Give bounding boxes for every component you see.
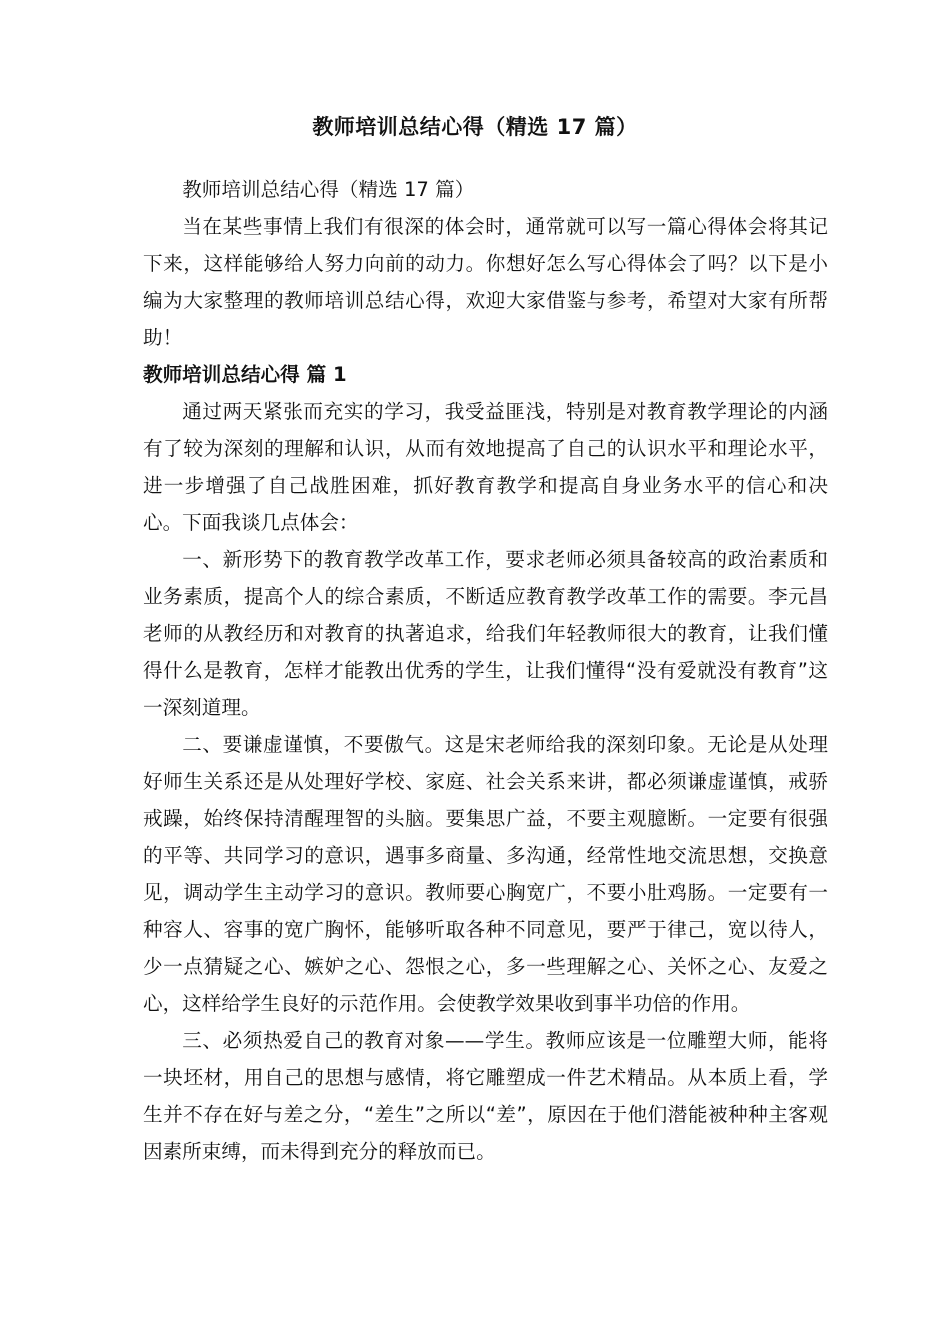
body-paragraph: 三、必须热爱自己的教育对象——学生。教师应该是一位雕塑大师，能将一块坯材，用自己的思想与感情，将它雕塑成一件艺术精品。从本质上看，学生并不存在好与差之分，“差生”之所以“差”，原因在于他们潜能被种种主客观因素所束缚，而未得到充分的释放而已。: [143, 1029, 828, 1163]
body-paragraph: 一、新形势下的教育教学改革工作，要求老师必须具备较高的政治素质和业务素质，提高个人的综合素质，不断适应教育教学改革工作的需要。李元昌老师的从教经历和对教育的执著追求，给我们年轻教师很大的教育，让我们懂得什么是教育，怎样才能教出优秀的学生，让我们懂得“没有爱就没有教育”这一深刻道理。: [143, 548, 828, 719]
subtitle-paragraph: 教师培训总结心得（精选 17 篇）: [182, 178, 475, 201]
body-paragraph: 通过两天紧张而充实的学习，我受益匪浅，特别是对教育教学理论的内涵有了较为深刻的理解和认识，从而有效地提高了自己的认识水平和理论水平，进一步增强了自己战胜困难，抓好教育教学和提高自身业务水平的信心和决心。下面我谈几点体会：: [143, 400, 828, 534]
section-heading: 教师培训总结心得 篇 1: [143, 363, 347, 386]
intro-paragraph: 当在某些事情上我们有很深的体会时，通常就可以写一篇心得体会将其记下来，这样能够给人努力向前的动力。你想好怎么写心得体会了吗？以下是小编为大家整理的教师培训总结心得，欢迎大家借鉴与参考，希望对大家有所帮助！: [143, 215, 828, 349]
body-paragraph: 二、要谦虚谨慎，不要傲气。这是宋老师给我的深刻印象。无论是从处理好师生关系还是从处理好学校、家庭、社会关系来讲，都必须谦虚谨慎，戒骄戒躁，始终保持清醒理智的头脑。要集思广益，不要主观臆断。一定要有很强的平等、共同学习的意识，遇事多商量、多沟通，经常性地交流思想，交换意见，调动学生主动学习的意识。教师要心胸宽广，不要小肚鸡肠。一定要有一种容人、容事的宽广胸怀，能够听取各种不同意见，要严于律己，宽以待人，少一点猜疑之心、嫉妒之心、怨恨之心，多一些理解之心、关怀之心、友爱之心，这样给学生良好的示范作用。会使教学效果收到事半功倍的作用。: [143, 733, 828, 1015]
document-title: 教师培训总结心得（精选 17 篇）: [312, 115, 638, 139]
document-body: [143, 171, 828, 1170]
